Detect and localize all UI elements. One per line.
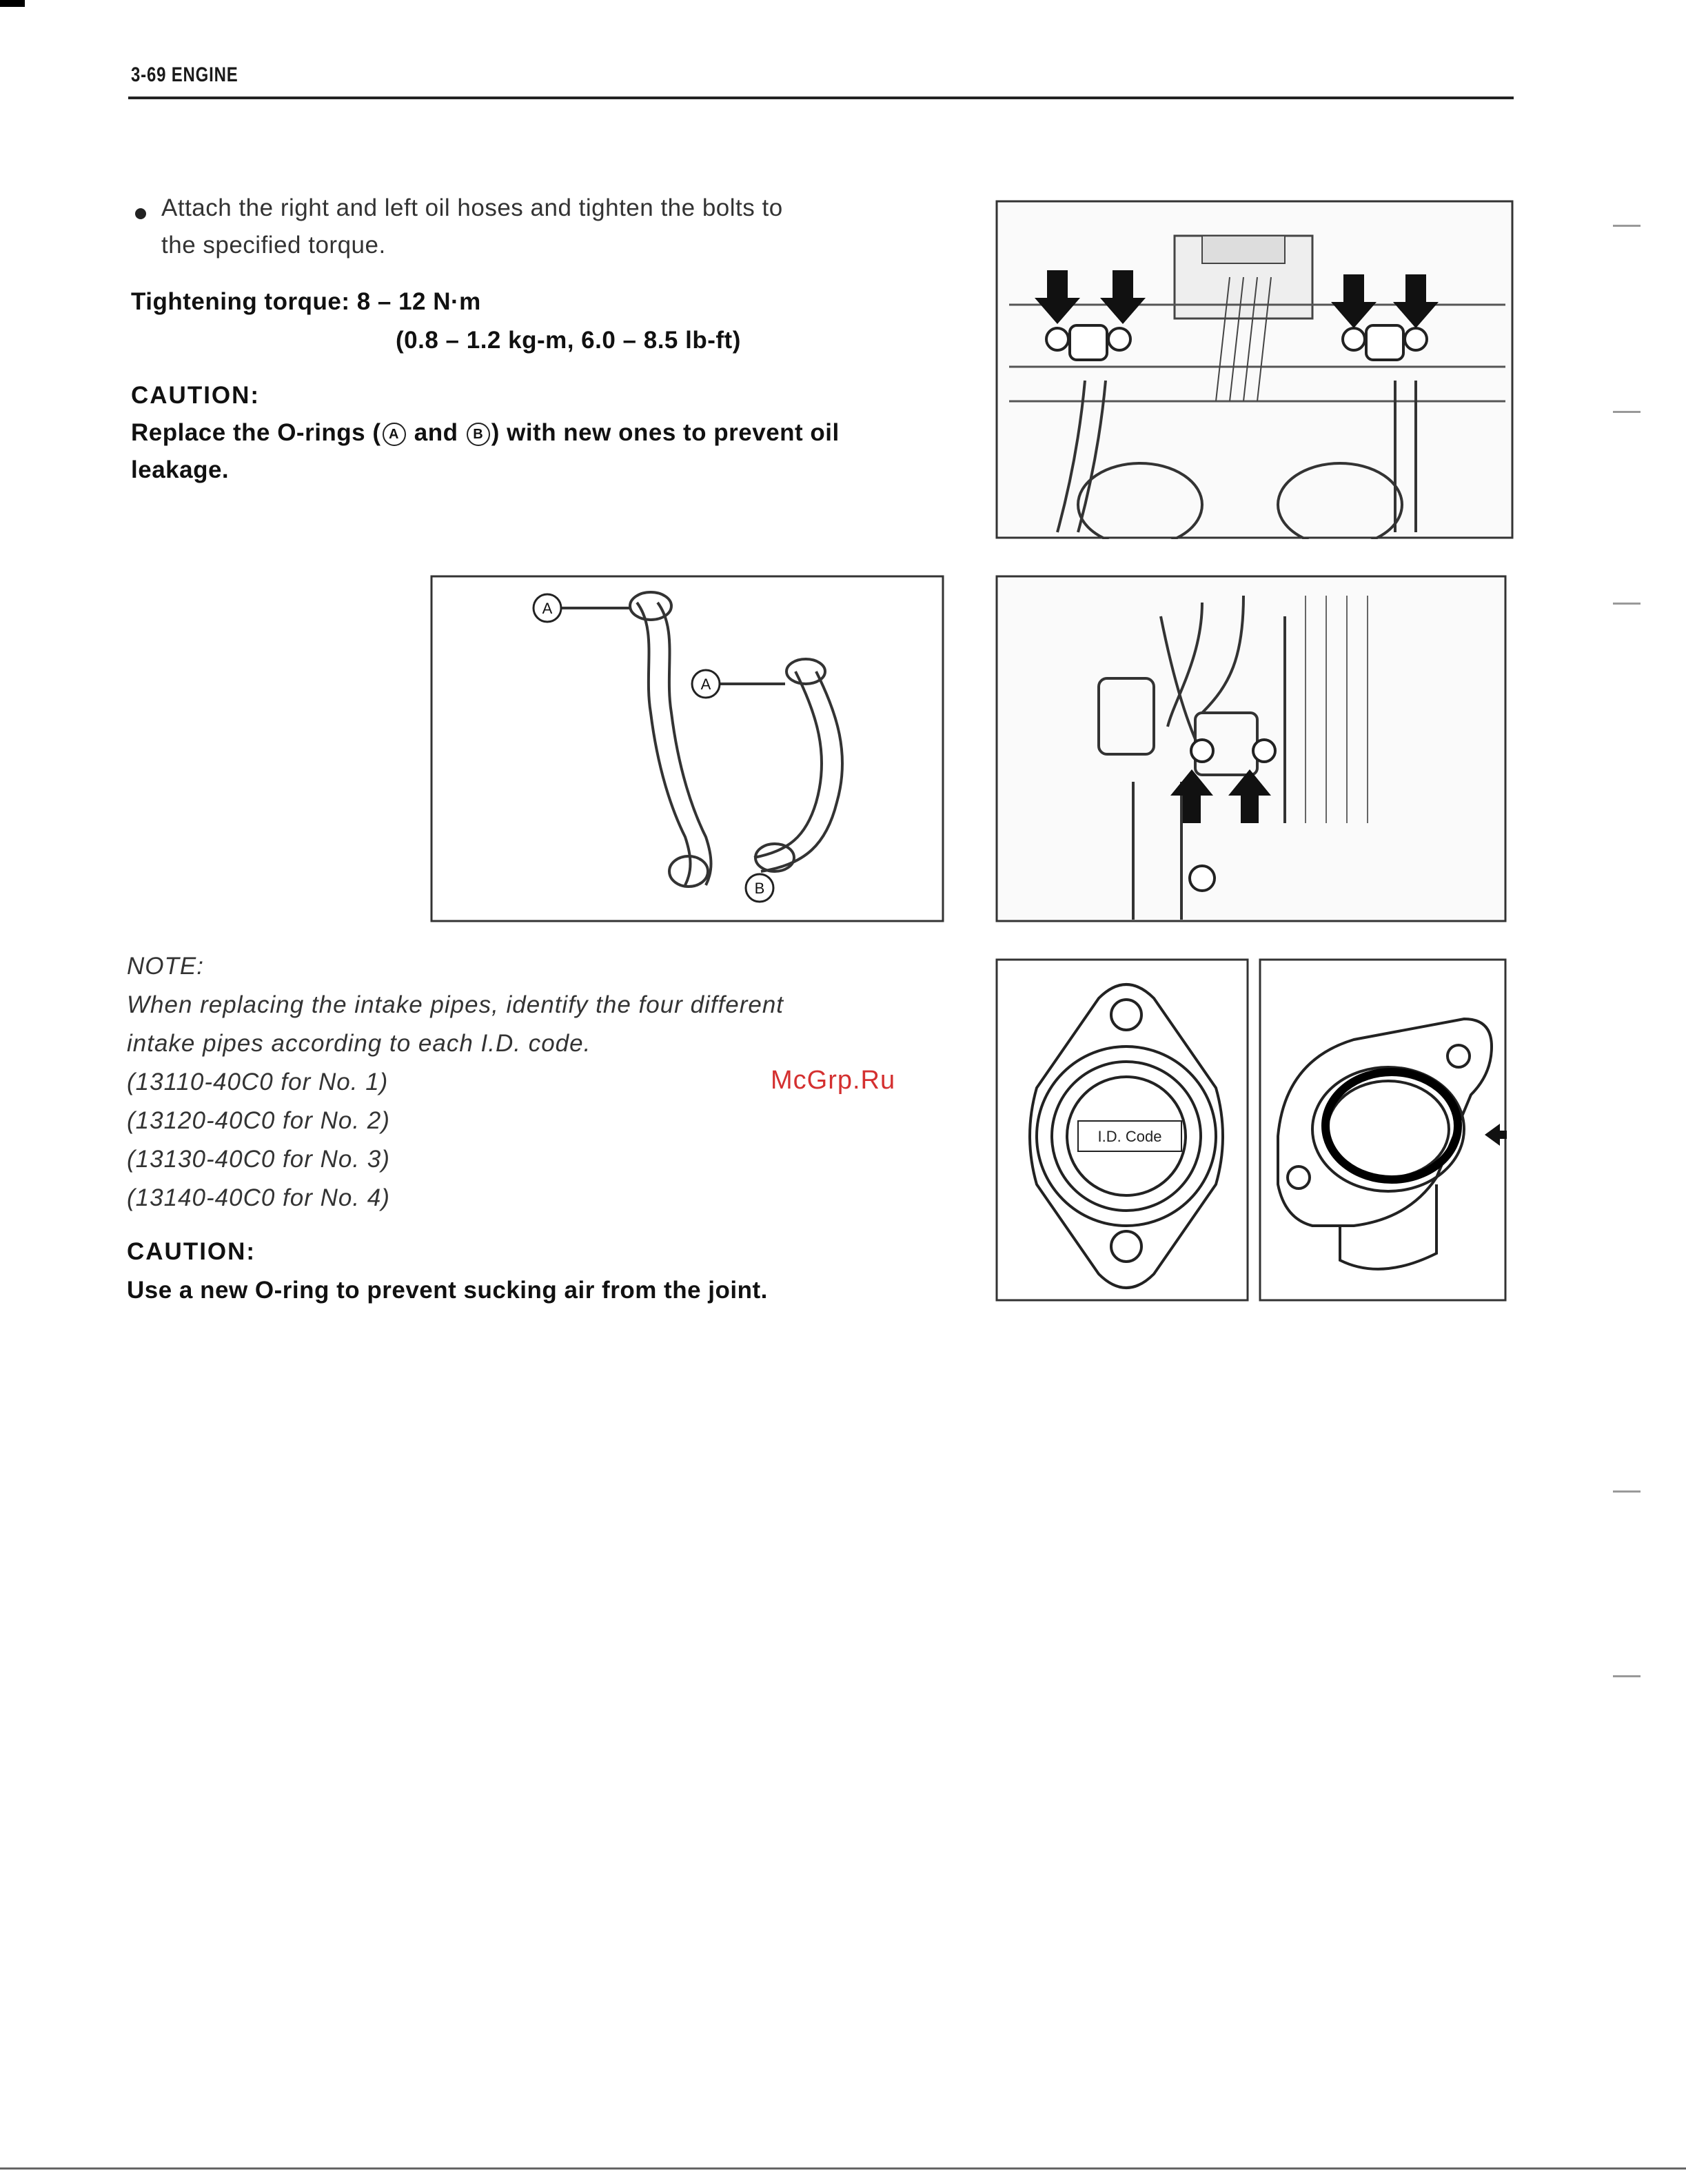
caution-2-text: Use a new O-ring to prevent sucking air from the joint. [127,1277,768,1304]
margin-mark [1613,411,1641,413]
id-code-label: I.D. Code [1097,1128,1162,1145]
watermark: McGrp.Ru [771,1066,896,1095]
footer-rule [0,2167,1686,2170]
note-title: NOTE: [127,953,204,980]
note-code-2: (13120-40C0 for No. 2) [127,1107,390,1134]
caution-1-title: CAUTION: [131,382,261,409]
label-o-ring-b: B [754,880,765,897]
label-o-ring-a-right: A [700,676,711,693]
margin-mark [1613,603,1641,605]
page-header: 3-69 ENGINE [131,63,238,86]
caution-1-text-c: ) with new ones to prevent oil [491,419,840,446]
label-o-ring-a-top: A [542,600,553,617]
caution-2-title: CAUTION: [127,1238,256,1265]
bullet-line-2: the specified torque. [161,232,386,259]
torque-values: (0.8 – 1.2 kg-m, 6.0 – 8.5 lb-ft) [396,327,741,354]
figure-oil-hose-installation-photo [995,194,1514,539]
header-rule [128,97,1514,99]
note-line-1: When replacing the intake pipes, identify the four different [127,991,784,1018]
o-ring-b-mark: B [467,423,490,446]
margin-mark [1613,225,1641,227]
bullet-dot [135,208,146,219]
margin-mark [1613,1490,1641,1493]
caution-1-text-b: and [407,419,465,446]
corner-registration-mark [0,0,25,7]
o-ring-a-mark: A [383,423,406,446]
note-code-1: (13110-40C0 for No. 1) [127,1069,389,1095]
figure-oil-hose-fitting-photo [995,575,1507,922]
caution-1-line-2: leakage. [131,456,230,483]
torque-label: Tightening torque: 8 – 12 N·m [131,288,481,315]
margin-mark [1613,1675,1641,1677]
figure-intake-pipe-id-code [995,957,1507,1302]
note-line-2: intake pipes according to each I.D. code. [127,1030,591,1057]
figure-oil-hose-diagram [430,575,944,922]
note-code-3: (13130-40C0 for No. 3) [127,1146,390,1173]
note-code-4: (13140-40C0 for No. 4) [127,1184,390,1211]
caution-1-line-1 [131,419,840,447]
caution-1-text-a: Replace the O-rings ( [131,419,381,446]
bullet-line-1: Attach the right and left oil hoses and tighten the bolts to [161,194,783,221]
